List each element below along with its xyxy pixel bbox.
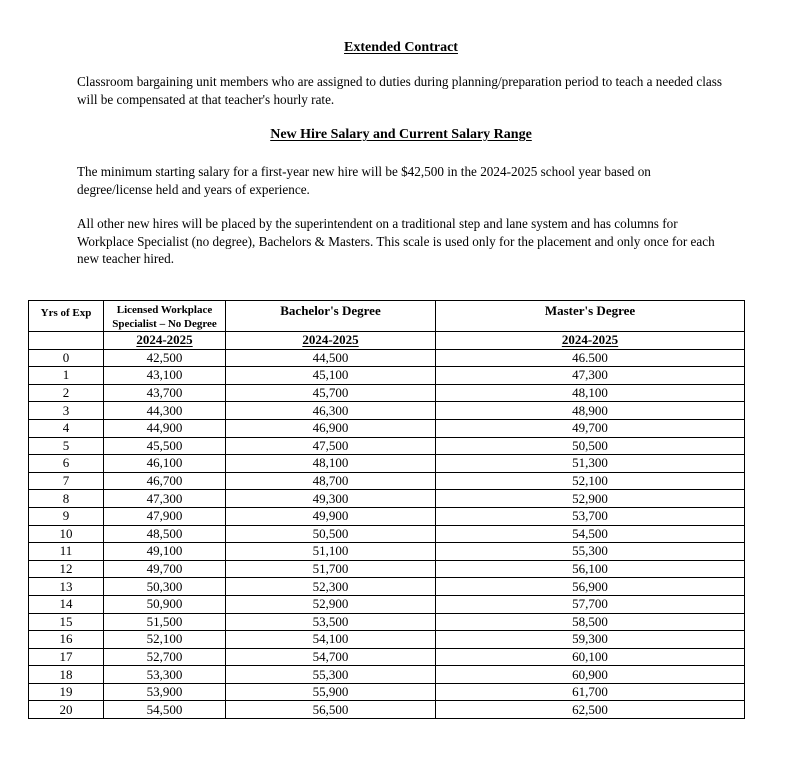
table-row bbox=[29, 560, 745, 578]
table-row bbox=[29, 419, 745, 437]
table-row bbox=[29, 648, 745, 666]
bachelors-salary-cell: 53,500 bbox=[226, 613, 436, 631]
masters-salary-cell: 50,500 bbox=[436, 437, 745, 455]
extended-contract-text: Classroom bargaining unit members who are assigned to duties during planning/preparation period to teach a needed class will be compensated at that teacher's hourly rate. bbox=[77, 74, 723, 107]
table-row bbox=[29, 631, 745, 649]
years-cell: 0 bbox=[29, 349, 104, 367]
years-cell: 17 bbox=[29, 648, 104, 666]
licensed-salary-cell: 54,500 bbox=[104, 701, 226, 719]
licensed-salary-cell: 53,300 bbox=[104, 666, 226, 684]
masters-salary-cell: 48,900 bbox=[436, 402, 745, 420]
school-year-blank-cell bbox=[29, 332, 104, 350]
bachelors-salary-cell: 44,500 bbox=[226, 349, 436, 367]
school-year-masters: 2024-2025 bbox=[436, 332, 745, 350]
school-year-licensed: 2024-2025 bbox=[104, 332, 226, 350]
years-cell: 7 bbox=[29, 472, 104, 490]
school-year-row bbox=[29, 332, 745, 350]
licensed-salary-cell: 47,300 bbox=[104, 490, 226, 508]
licensed-salary-cell: 43,700 bbox=[104, 384, 226, 402]
years-of-experience-header: Yrs of Exp bbox=[29, 301, 104, 332]
years-cell: 12 bbox=[29, 560, 104, 578]
table-row bbox=[29, 613, 745, 631]
bachelors-salary-cell: 50,500 bbox=[226, 525, 436, 543]
years-cell: 16 bbox=[29, 631, 104, 649]
masters-salary-cell: 58,500 bbox=[436, 613, 745, 631]
salary-schedule-table bbox=[28, 300, 745, 719]
masters-salary-cell: 47,300 bbox=[436, 367, 745, 385]
table-row bbox=[29, 701, 745, 719]
new-hire-paragraph-2: All other new hires will be placed by the superintendent on a traditional step and lane system and has columns for Workplace Specialist (no degree), Bachelors & Masters. This scale is used only for the placement and only once for each new teacher hired. bbox=[77, 216, 715, 266]
table-header-row bbox=[29, 301, 745, 332]
licensed-salary-cell: 52,700 bbox=[104, 648, 226, 666]
masters-salary-cell: 56,100 bbox=[436, 560, 745, 578]
new-hire-heading-text: New Hire Salary and Current Salary Range bbox=[270, 127, 532, 142]
licensed-salary-cell: 44,300 bbox=[104, 402, 226, 420]
masters-salary-cell: 60,900 bbox=[436, 666, 745, 684]
school-year-bachelors: 2024-2025 bbox=[226, 332, 436, 350]
years-cell: 6 bbox=[29, 455, 104, 473]
bachelors-salary-cell: 49,300 bbox=[226, 490, 436, 508]
new-hire-heading bbox=[0, 127, 802, 143]
masters-salary-cell: 48,100 bbox=[436, 384, 745, 402]
bachelors-salary-cell: 45,100 bbox=[226, 367, 436, 385]
table-row bbox=[29, 595, 745, 613]
years-cell: 9 bbox=[29, 507, 104, 525]
licensed-salary-cell: 42,500 bbox=[104, 349, 226, 367]
masters-salary-cell: 49,700 bbox=[436, 419, 745, 437]
licensed-salary-cell: 43,100 bbox=[104, 367, 226, 385]
bachelors-degree-header: Bachelor's Degree bbox=[226, 301, 436, 332]
licensed-salary-cell: 50,300 bbox=[104, 578, 226, 596]
years-cell: 15 bbox=[29, 613, 104, 631]
bachelors-salary-cell: 52,900 bbox=[226, 595, 436, 613]
licensed-salary-cell: 48,500 bbox=[104, 525, 226, 543]
bachelors-salary-cell: 45,700 bbox=[226, 384, 436, 402]
licensed-salary-cell: 46,100 bbox=[104, 455, 226, 473]
extended-contract-heading-text: Extended Contract bbox=[344, 40, 458, 55]
table-row bbox=[29, 666, 745, 684]
licensed-salary-cell: 49,100 bbox=[104, 543, 226, 561]
table-row bbox=[29, 402, 745, 420]
licensed-salary-cell: 51,500 bbox=[104, 613, 226, 631]
masters-salary-cell: 62,500 bbox=[436, 701, 745, 719]
table-row bbox=[29, 543, 745, 561]
licensed-salary-cell: 46,700 bbox=[104, 472, 226, 490]
masters-salary-cell: 54,500 bbox=[436, 525, 745, 543]
years-cell: 2 bbox=[29, 384, 104, 402]
years-cell: 19 bbox=[29, 683, 104, 701]
years-cell: 20 bbox=[29, 701, 104, 719]
masters-salary-cell: 52,900 bbox=[436, 490, 745, 508]
new-hire-paragraph-1: The minimum starting salary for a first-year new hire will be $42,500 in the 2024-2025 school year based on degree/license held and years of experience. bbox=[77, 164, 651, 197]
bachelors-salary-cell: 52,300 bbox=[226, 578, 436, 596]
licensed-salary-cell: 49,700 bbox=[104, 560, 226, 578]
licensed-salary-cell: 47,900 bbox=[104, 507, 226, 525]
table-row bbox=[29, 507, 745, 525]
years-cell: 14 bbox=[29, 595, 104, 613]
table-row bbox=[29, 578, 745, 596]
bachelors-salary-cell: 49,900 bbox=[226, 507, 436, 525]
years-cell: 11 bbox=[29, 543, 104, 561]
masters-degree-header: Master's Degree bbox=[436, 301, 745, 332]
years-cell: 18 bbox=[29, 666, 104, 684]
salary-table-body bbox=[29, 349, 745, 718]
table-row bbox=[29, 437, 745, 455]
licensed-salary-cell: 53,900 bbox=[104, 683, 226, 701]
years-cell: 5 bbox=[29, 437, 104, 455]
licensed-salary-cell: 45,500 bbox=[104, 437, 226, 455]
bachelors-salary-cell: 51,700 bbox=[226, 560, 436, 578]
table-row bbox=[29, 349, 745, 367]
masters-salary-cell: 60,100 bbox=[436, 648, 745, 666]
bachelors-salary-cell: 48,700 bbox=[226, 472, 436, 490]
years-cell: 3 bbox=[29, 402, 104, 420]
licensed-salary-cell: 44,900 bbox=[104, 419, 226, 437]
masters-salary-cell: 59,300 bbox=[436, 631, 745, 649]
licensed-workplace-specialist-header: Licensed Workplace Specialist – No Degree bbox=[104, 301, 226, 332]
masters-salary-cell: 53,700 bbox=[436, 507, 745, 525]
masters-salary-cell: 56,900 bbox=[436, 578, 745, 596]
years-cell: 1 bbox=[29, 367, 104, 385]
licensed-salary-cell: 50,900 bbox=[104, 595, 226, 613]
table-row bbox=[29, 455, 745, 473]
years-cell: 8 bbox=[29, 490, 104, 508]
table-row bbox=[29, 683, 745, 701]
bachelors-salary-cell: 54,100 bbox=[226, 631, 436, 649]
table-row bbox=[29, 525, 745, 543]
table-row bbox=[29, 384, 745, 402]
bachelors-salary-cell: 55,300 bbox=[226, 666, 436, 684]
table-row bbox=[29, 490, 745, 508]
extended-contract-heading bbox=[0, 40, 802, 56]
bachelors-salary-cell: 51,100 bbox=[226, 543, 436, 561]
masters-salary-cell: 61,700 bbox=[436, 683, 745, 701]
bachelors-salary-cell: 46,300 bbox=[226, 402, 436, 420]
years-cell: 13 bbox=[29, 578, 104, 596]
table-row bbox=[29, 472, 745, 490]
bachelors-salary-cell: 56,500 bbox=[226, 701, 436, 719]
bachelors-salary-cell: 46,900 bbox=[226, 419, 436, 437]
bachelors-salary-cell: 55,900 bbox=[226, 683, 436, 701]
licensed-salary-cell: 52,100 bbox=[104, 631, 226, 649]
years-cell: 4 bbox=[29, 419, 104, 437]
masters-salary-cell: 46.500 bbox=[436, 349, 745, 367]
years-cell: 10 bbox=[29, 525, 104, 543]
masters-salary-cell: 57,700 bbox=[436, 595, 745, 613]
masters-salary-cell: 51,300 bbox=[436, 455, 745, 473]
masters-salary-cell: 55,300 bbox=[436, 543, 745, 561]
table-row bbox=[29, 367, 745, 385]
bachelors-salary-cell: 48,100 bbox=[226, 455, 436, 473]
masters-salary-cell: 52,100 bbox=[436, 472, 745, 490]
bachelors-salary-cell: 47,500 bbox=[226, 437, 436, 455]
bachelors-salary-cell: 54,700 bbox=[226, 648, 436, 666]
